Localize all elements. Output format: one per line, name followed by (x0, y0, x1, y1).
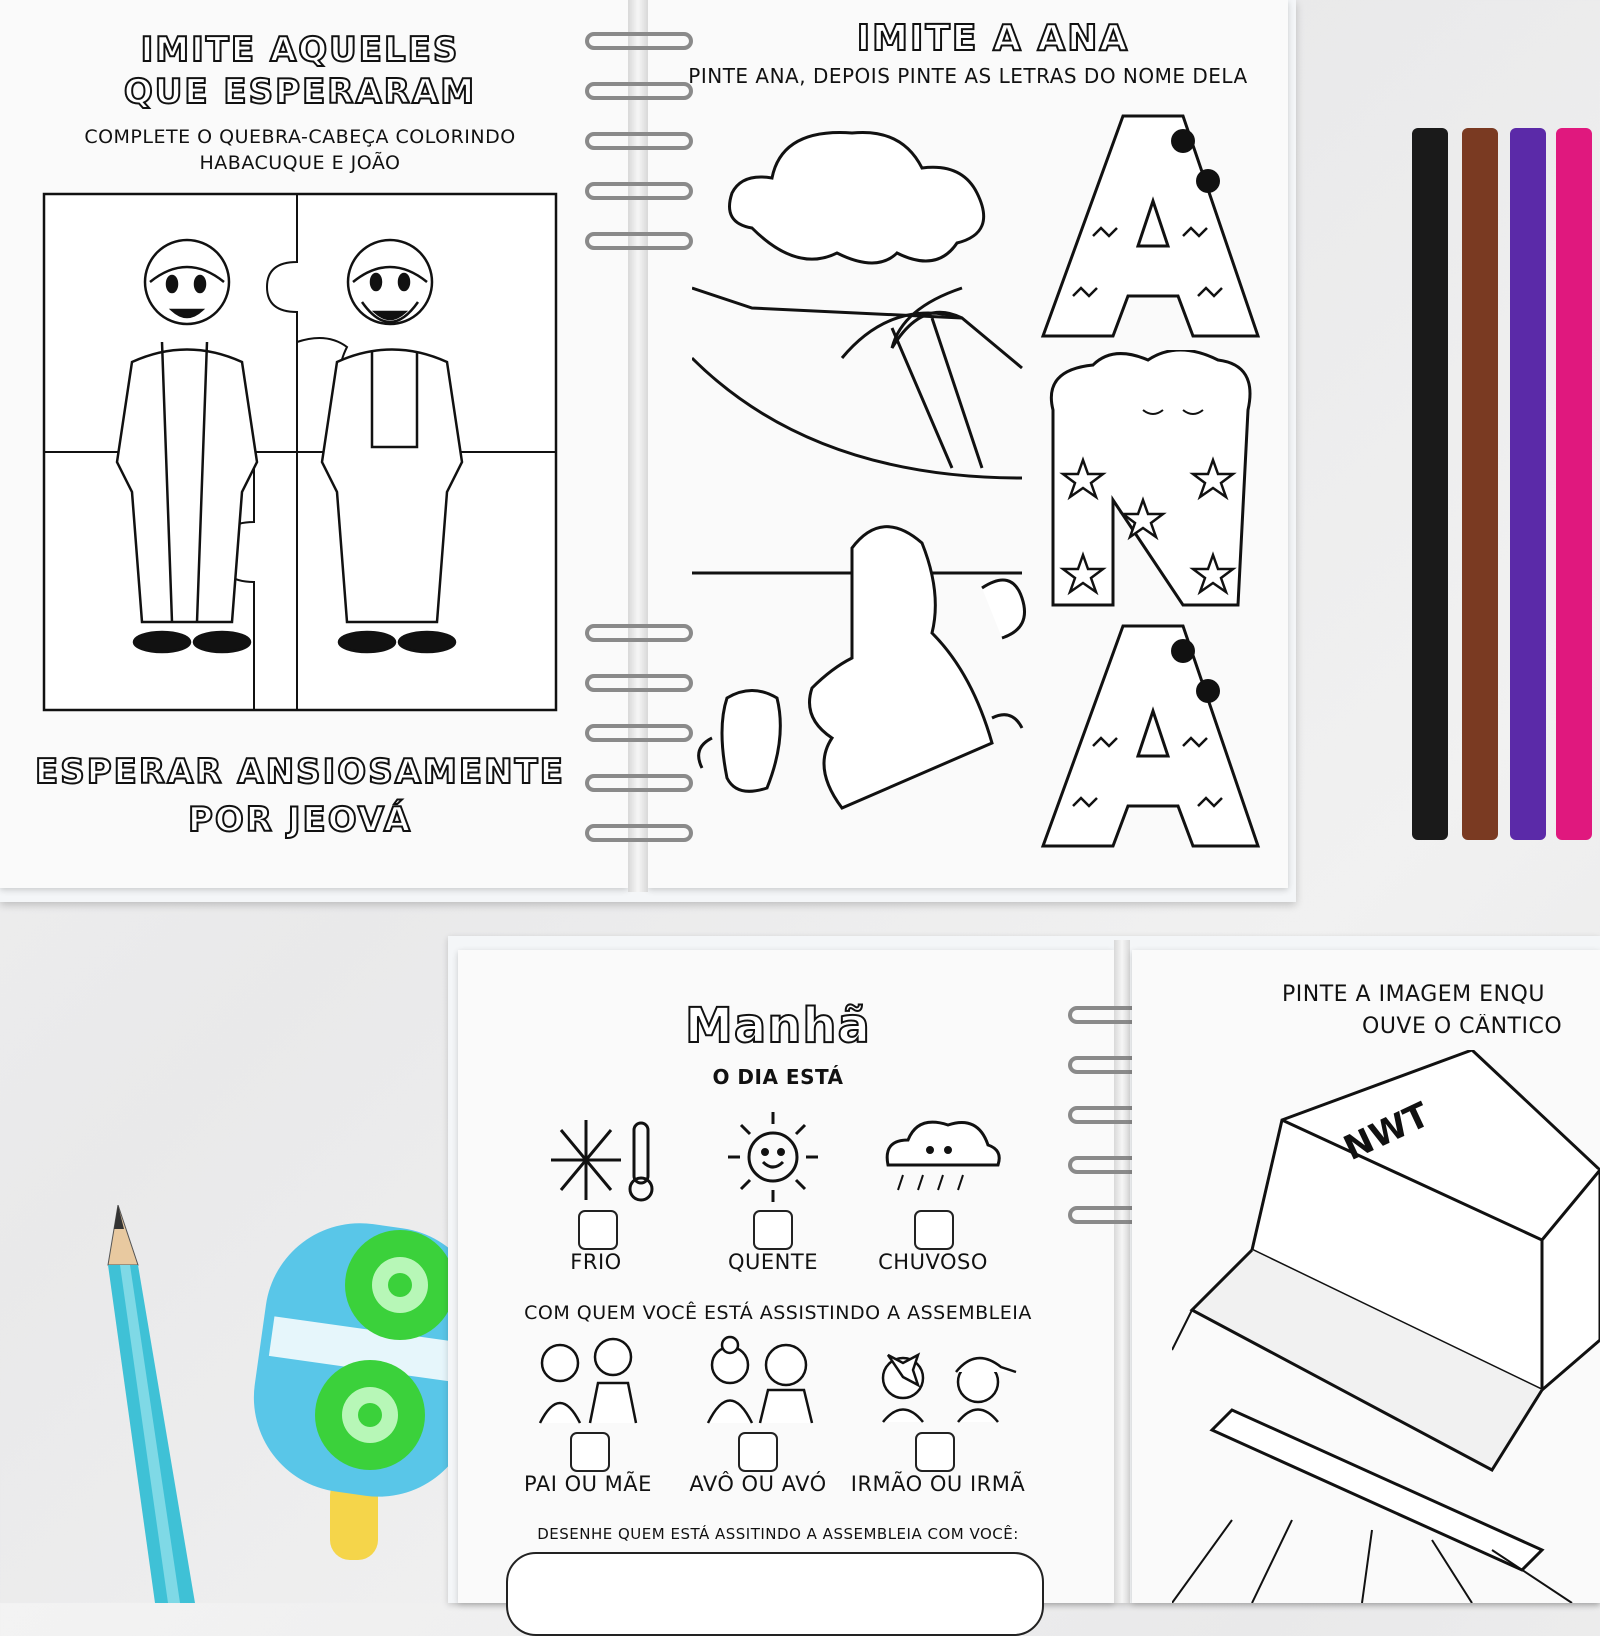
ana-scene-illustration (692, 118, 1037, 830)
page-title-line2: QUE ESPERARAM (123, 72, 477, 112)
letter-a-bottom (1033, 616, 1273, 856)
cantico-instruction-line2: OUVE O CÂNTICO (1362, 1014, 1563, 1039)
marker-pink (1556, 128, 1592, 840)
activity-page-manha (458, 950, 1114, 1603)
pencil (100, 1205, 210, 1603)
marker-brown (1462, 128, 1498, 840)
label-avo-ou-avo: AVÔ OU AVÓ (689, 1472, 827, 1496)
sun-icon (726, 1110, 820, 1204)
puzzle-illustration (42, 192, 558, 712)
instruction-line1: COMPLETE O QUEBRA-CABEÇA COLORINDO (84, 126, 516, 148)
ana-instruction: PINTE ANA, DEPOIS PINTE AS LETRAS DO NOME DELA (688, 64, 1248, 88)
grandparents-icon (698, 1335, 823, 1425)
checkbox-irmao-ou-irma[interactable] (915, 1432, 955, 1472)
footer-line2: POR JEOVÁ (187, 800, 413, 840)
activity-page-imite-aqueles (0, 0, 628, 888)
footer-line1: ESPERAR ANSIOSAMENTE (35, 752, 565, 792)
checkbox-avo-ou-avo[interactable] (738, 1432, 778, 1472)
marker-black (1412, 128, 1448, 840)
bible-label: NWT (1337, 1095, 1436, 1169)
checkbox-quente[interactable] (753, 1210, 793, 1250)
activity-page-imite-a-ana (648, 0, 1288, 888)
drawing-area[interactable] (506, 1552, 1044, 1636)
label-quente: QUENTE (728, 1250, 818, 1274)
letter-a-top (1033, 106, 1273, 346)
checkbox-frio[interactable] (578, 1210, 618, 1250)
snowflake-thermometer-icon (546, 1115, 661, 1205)
label-pai-ou-mae: PAI OU MÃE (524, 1472, 652, 1496)
ana-page-title: IMITE A ANA (856, 18, 1130, 59)
page-title-line1: IMITE AQUELES (140, 30, 460, 70)
letter-n (1043, 350, 1263, 612)
rain-cloud-icon (878, 1110, 1003, 1205)
cantico-instruction-line1: PINTE A IMAGEM ENQU (1282, 982, 1545, 1007)
draw-prompt: DESENHE QUEM ESTÁ ASSITINDO A ASSEMBLEIA COM VOCÊ: (537, 1525, 1019, 1543)
manha-title: Manhã (685, 998, 871, 1054)
parents-icon (528, 1335, 648, 1425)
company-question: COM QUEM VOCÊ ESTÁ ASSISTINDO A ASSEMBLEIA (524, 1302, 1032, 1324)
checkbox-pai-ou-mae[interactable] (570, 1432, 610, 1472)
label-irmao-ou-irma: IRMÃO OU IRMÃ (850, 1472, 1026, 1496)
marker-purple (1510, 128, 1546, 840)
manha-subtitle: O DIA ESTÁ (712, 1065, 844, 1089)
instruction-line2: HABACUQUE E JOÃO (199, 152, 401, 174)
label-chuvoso: CHUVOSO (878, 1250, 988, 1274)
activity-page-cantico (1132, 950, 1600, 1603)
siblings-icon (868, 1340, 1028, 1425)
notebook-bottom-spine (1114, 940, 1130, 1603)
label-frio: FRIO (570, 1250, 622, 1274)
checkbox-chuvoso[interactable] (914, 1210, 954, 1250)
